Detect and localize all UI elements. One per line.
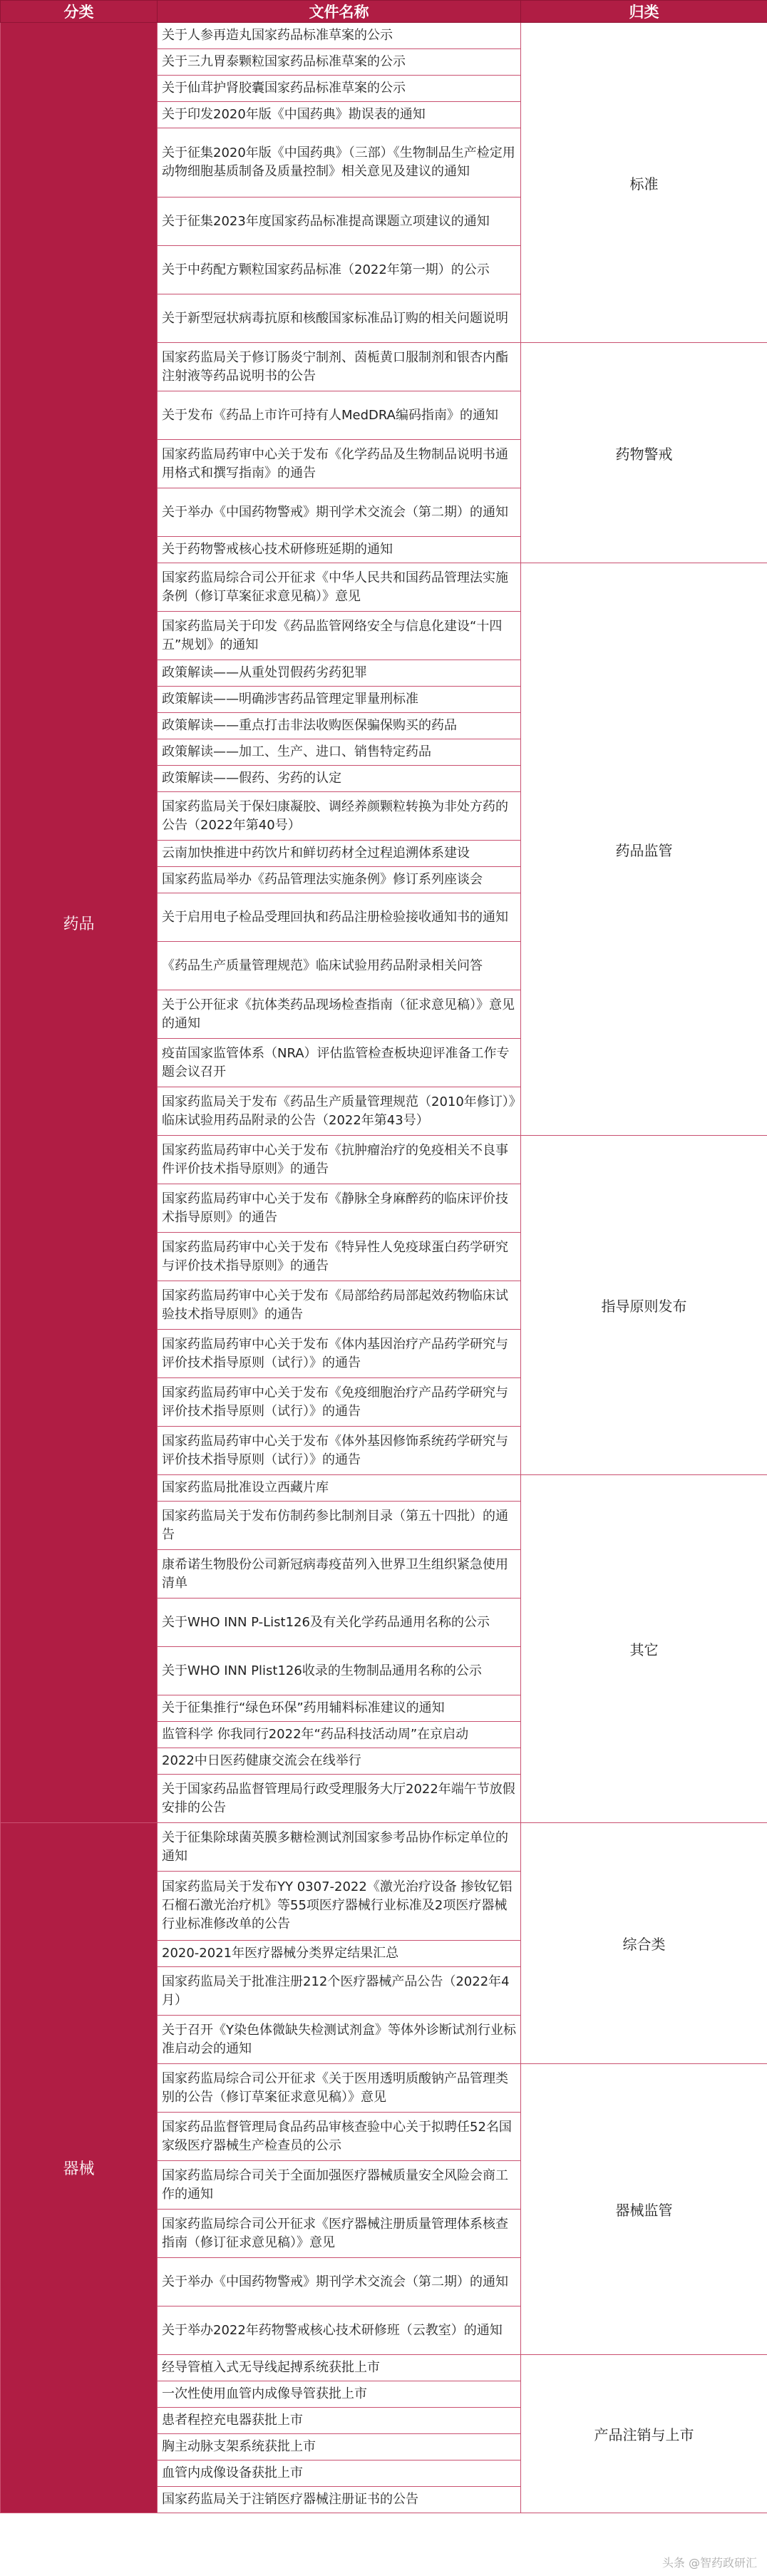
group-cell: 器械监管 [521,2064,767,2355]
file-name-cell [158,197,521,246]
file-link[interactable]: 关于征集除球菌英膜多糖检测试剂国家参考品协作标定单位的通知 [162,1830,508,1864]
file-link[interactable]: 关于启用电子检品受理回执和药品注册检验接收通知书的通知 [162,909,508,925]
file-name-cell [158,1823,521,1872]
file-link[interactable]: 关于人参再造丸国家药品标准草案的公示 [162,28,393,43]
file-link[interactable]: 关于举办《中国药物警戒》期刊学术交流会（第二期）的通知 [162,504,508,520]
file-link[interactable]: 患者程控充电器获批上市 [162,2413,303,2428]
file-link[interactable]: 疫苗国家监管体系（NRA）评估监管检查板块迎评准备工作专题会议召开 [162,1045,510,1079]
file-link[interactable]: 政策解读——假药、劣药的认定 [162,771,341,786]
file-link[interactable]: 国家药监局关于批准注册212个医疗器械产品公告（2022年4月） [162,1974,510,2008]
file-link[interactable]: 关于印发2020年版《中国药典》勘误表的通知 [162,107,426,122]
file-name-cell [158,713,521,739]
group-cell: 产品注销与上市 [521,2355,767,2513]
file-name-cell [158,49,521,76]
file-name-cell [158,1378,521,1427]
file-name-cell [158,2016,521,2064]
file-name-cell [158,1550,521,1599]
file-name-cell [158,2355,521,2381]
file-name-cell [158,1136,521,1184]
group-cell: 药品监管 [521,563,767,1136]
file-name-cell [158,990,521,1039]
file-name-cell [158,2210,521,2258]
category-cell: 器械 [1,1823,158,2513]
file-link[interactable]: 2020-2021年医疗器械分类界定结果汇总 [162,1946,399,1961]
file-name-cell [158,1647,521,1695]
group-cell: 其它 [521,1475,767,1823]
file-link[interactable]: 关于召开《Y染色体微缺失检测试剂盒》等体外诊断试剂行业标准启动会的通知 [162,2022,516,2056]
file-name-cell [158,1722,521,1748]
file-name-cell [158,1599,521,1647]
file-link[interactable]: 关于新型冠状病毒抗原和核酸国家标准品订购的相关问题说明 [162,310,508,326]
file-link[interactable]: 国家药监局药审中心关于发布《特异性人免疫球蛋白药学研究与评价技术指导原则》的通告 [162,1239,508,1273]
file-name-cell [158,612,521,660]
file-link[interactable]: 国家药监局药审中心关于发布《体内基因治疗产品药学研究与评价技术指导原则（试行）》的通告 [162,1336,508,1370]
file-link[interactable]: 政策解读——重点打击非法收购医保骗保购买的药品 [162,718,457,733]
file-link[interactable]: 国家药监局综合司公开征求《中华人民共和国药品管理法实施条例（修订草案征求意见稿）》意见 [162,570,508,604]
file-link[interactable]: 关于发布《药品上市许可持有人MedDRA编码指南》的通知 [162,407,498,423]
file-link[interactable]: 关于药物警戒核心技术研修班延期的通知 [162,542,393,557]
file-link[interactable]: 2022中日医药健康交流会在线举行 [162,1753,361,1768]
file-name-cell [158,1039,521,1087]
file-link[interactable]: 关于国家药品监督管理局行政受理服务大厅2022年端午节放假安排的公告 [162,1781,515,1815]
file-name-cell [158,2487,521,2513]
file-link[interactable]: 关于征集2020年版《中国药典》（三部）《生物制品生产检定用动物细胞基质制备及质量控制》相关意见及建议的通知 [162,145,515,179]
file-link[interactable]: 监管科学 你我同行2022年“药品科技活动周”在京启动 [162,1727,469,1742]
file-name-cell [158,488,521,537]
table-body [1,23,767,2513]
file-link[interactable]: 经导管植入式无导线起搏系统获批上市 [162,2360,380,2375]
file-name-cell [158,867,521,893]
file-name-cell [158,1330,521,1378]
file-link[interactable]: 关于仙茸护肾胶囊国家药品标准草案的公示 [162,81,406,96]
file-name-cell [158,246,521,294]
file-name-cell [158,1775,521,1823]
file-link[interactable]: 国家药监局综合司公开征求《医疗器械注册质量管理体系核查指南（修订征求意见稿）》意见 [162,2216,508,2250]
file-link[interactable]: 政策解读——加工、生产、进口、销售特定药品 [162,744,431,759]
file-name-cell [158,841,521,867]
file-name-cell [158,2408,521,2434]
file-name-cell [158,343,521,391]
file-name-cell [158,687,521,713]
file-link[interactable]: 关于中药配方颗粒国家药品标准（2022年第一期）的公示 [162,262,490,277]
file-name-cell [158,391,521,440]
file-name-cell [158,1748,521,1775]
file-name-cell [158,1967,521,2016]
file-link[interactable]: 国家药监局批准设立西藏片库 [162,1480,329,1495]
group-cell: 综合类 [521,1823,767,2064]
file-name-cell [158,23,521,49]
file-link[interactable]: 国家药监局关于发布仿制药参比制剂目录（第五十四批）的通告 [162,1508,508,1542]
file-link[interactable]: 国家药监局关于保妇康凝胶、调经养颜颗粒转换为非处方药的公告（2022年第40号） [162,799,508,833]
file-name-cell [158,537,521,563]
file-link[interactable]: 国家药监局关于印发《药品监管网络安全与信息化建设“十四五”规划》的通知 [162,618,503,652]
watermark: 头条 @智药政研汇 [662,2556,757,2570]
file-name-cell [158,2460,521,2487]
group-cell: 药物警戒 [521,343,767,563]
file-link[interactable]: 关于WHO INN Plist126收录的生物制品通用名称的公示 [162,1663,482,1678]
file-link[interactable]: 国家药监局关于发布YY 0307-2022《激光治疗设备 掺钕钇铝石榴石激光治疗机》等55项医疗器械行业标准及2项医疗器械行业标准修改单的公告 [162,1879,513,1931]
group-cell: 标准 [521,23,767,343]
file-link[interactable]: 关于举办2022年药物警戒核心技术研修班（云教室）的通知 [162,2322,503,2338]
file-name-cell [158,1281,521,1330]
file-name-cell [158,1941,521,1967]
file-name-cell [158,660,521,687]
file-link[interactable]: 《药品生产质量管理规范》临床试验用药品附录相关问答 [162,958,483,973]
file-name-cell [158,2381,521,2408]
file-link[interactable]: 关于举办《中国药物警戒》期刊学术交流会（第二期）的通知 [162,2274,508,2289]
file-name-cell [158,2434,521,2460]
file-link[interactable]: 康希诺生物股份公司新冠病毒疫苗列入世界卫生组织紧急使用清单 [162,1556,508,1591]
file-name-cell [158,2113,521,2161]
file-link[interactable]: 关于公开征求《抗体类药品现场检查指南（征求意见稿）》意见的通知 [162,997,515,1031]
table-row [1,23,767,49]
file-link[interactable]: 关于征集推行“绿色环保”药用辅料标准建议的通知 [162,1700,445,1715]
file-link[interactable]: 云南加快推进中药饮片和鲜切药材全过程追溯体系建设 [162,846,470,861]
file-link[interactable]: 国家药监局药审中心关于发布《化学药品及生物制品说明书通用格式和撰写指南》的通告 [162,446,508,481]
header-category: 分类 [1,1,158,23]
file-name-cell [158,1427,521,1475]
header-file-name: 文件名称 [158,1,521,23]
file-name-cell [158,1087,521,1136]
file-link[interactable]: 政策解读——从重处罚假药劣药犯罪 [162,665,367,680]
file-link[interactable]: 关于WHO INN P-List126及有关化学药品通用名称的公示 [162,1614,490,1630]
file-link[interactable]: 一次性使用血管内成像导管获批上市 [162,2386,367,2401]
header-group: 归类 [521,1,767,23]
file-link[interactable]: 国家药监局关于发布《药品生产质量管理规范（2010年修订）》临床试验用药品附录的公告（2022年第43号） [162,1094,515,1128]
category-cell: 药品 [1,23,158,1823]
file-name-cell [158,1233,521,1281]
file-name-cell [158,739,521,766]
file-name-cell [158,1872,521,1941]
file-link[interactable]: 国家药监局综合司公开征求《关于医用透明质酸钠产品管理类别的公告（修订草案征求意见稿）》意见 [162,2070,508,2105]
file-link[interactable]: 关于征集2023年度国家药品标准提高课题立项建议的通知 [162,213,490,229]
file-name-cell [158,128,521,197]
file-link[interactable]: 国家药监局药审中心关于发布《体外基因修饰系统药学研究与评价技术指导原则（试行）》的通告 [162,1433,508,1467]
file-link[interactable]: 国家药监局药审中心关于发布《静脉全身麻醉药的临床评价技术指导原则》的通告 [162,1191,508,1225]
file-link[interactable]: 血管内成像设备获批上市 [162,2465,303,2480]
file-link[interactable]: 国家药监局药审中心关于发布《抗肿瘤治疗的免疫相关不良事件评价技术指导原则》的通告 [162,1142,508,1176]
file-name-cell [158,942,521,990]
file-name-cell [158,2064,521,2113]
file-link[interactable]: 政策解读——明确涉害药品管理定罪量刑标准 [162,692,418,707]
file-link[interactable]: 胸主动脉支架系统获批上市 [162,2439,316,2454]
file-link[interactable]: 国家药监局举办《药品管理法实施条例》修订系列座谈会 [162,872,483,887]
file-name-cell [158,294,521,343]
file-link[interactable]: 国家药品监督管理局食品药品审核查验中心关于拟聘任52名国家级医疗器械生产检查员的公示 [162,2119,512,2153]
file-link[interactable]: 关于三九胃泰颗粒国家药品标准草案的公示 [162,54,406,69]
file-name-cell [158,2161,521,2210]
group-cell: 指导原则发布 [521,1136,767,1475]
file-name-cell [158,102,521,128]
file-link[interactable]: 国家药监局药审中心关于发布《免疫细胞治疗产品药学研究与评价技术指导原则（试行）》的通告 [162,1385,508,1419]
file-name-cell [158,792,521,841]
file-name-cell [158,563,521,612]
file-name-cell [158,2306,521,2355]
file-name-cell [158,1502,521,1550]
file-name-cell [158,766,521,792]
file-link[interactable]: 国家药监局药审中心关于发布《局部给药局部起效药物临床试验技术指导原则》的通告 [162,1288,508,1322]
file-name-cell [158,1184,521,1233]
file-link[interactable]: 国家药监局关于修订肠炎宁制剂、茵栀黄口服制剂和银杏内酯注射液等药品说明书的公告 [162,349,508,384]
file-link[interactable]: 国家药监局关于注销医疗器械注册证书的公告 [162,2492,418,2507]
file-name-cell [158,1695,521,1722]
file-name-cell [158,76,521,102]
table-row [1,1823,767,1872]
table-header-row [1,1,767,23]
file-link[interactable]: 国家药监局综合司关于全面加强医疗器械质量安全风险会商工作的通知 [162,2167,508,2202]
file-name-cell [158,1475,521,1502]
file-name-cell [158,893,521,942]
file-name-cell [158,2258,521,2306]
file-name-cell [158,440,521,488]
